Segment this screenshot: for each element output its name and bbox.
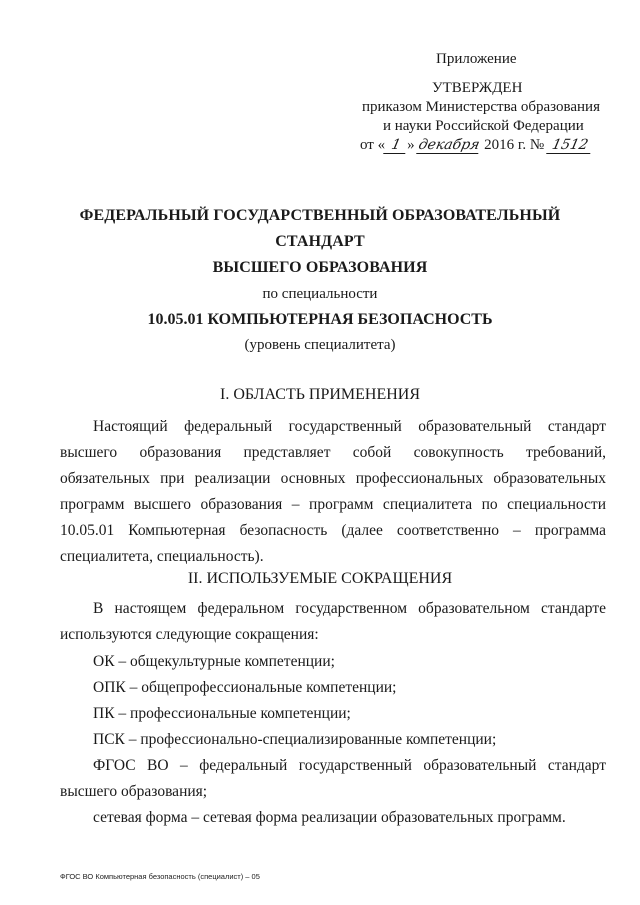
section-1-paragraph: Настоящий федеральный государственный образовательный стандарт высшего образования представляет собой совокупность требований, обязательных при реализации основных профессиональных образовательных программ высшего образования – программ специалитета по специальности 10.05.01 Компьютерная безопасность (далее соответственно – программа специалитета, специальность). [60, 418, 606, 565]
specialty-level: (уровень специалитета) [244, 337, 396, 353]
abbreviation-item: ФГОС ВО – федеральный государственный образовательный стандарт высшего образования; [60, 757, 606, 800]
order-line-2: и науки Российской Федерации [383, 118, 584, 134]
section-1-heading: I. ОБЛАСТЬ ПРИМЕНЕНИЯ [219, 386, 421, 403]
abbreviation-item: ОПК – общепрофессиональные компетенции; [93, 679, 397, 696]
approved-label: УТВЕРЖДЕН [432, 80, 523, 96]
date-day-handwritten: 1 [383, 137, 409, 154]
section-2-intro: В настоящем федеральном государственном образовательном стандарте используются следующие сокращения: [60, 600, 606, 643]
order-line-1: приказом Министерства образования [362, 99, 600, 115]
page-footer: ФГОС ВО Компьютерная безопасность (специалист) – 05 [60, 872, 260, 881]
date-year: 2016 г. № [480, 137, 545, 153]
abbreviation-item: ОК – общекультурные компетенции; [93, 653, 335, 670]
standard-title [40, 203, 600, 281]
specialty-intro: по специальности [262, 286, 378, 302]
date-prefix: от « [360, 137, 386, 153]
standard-title-line2: ВЫСШЕГО ОБРАЗОВАНИЯ [212, 259, 428, 276]
specialty-name: 10.05.01 КОМПЬЮТЕРНАЯ БЕЗОПАСНОСТЬ [147, 311, 493, 328]
order-date-line [360, 136, 620, 155]
approval-block [360, 50, 620, 155]
standard-title-line1: ФЕДЕРАЛЬНЫЙ ГОСУДАРСТВЕННЫЙ ОБРАЗОВАТЕЛЬНЫЙ СТАНДАРТ [79, 207, 561, 250]
abbreviation-item: ПК – профессиональные компетенции; [93, 705, 351, 722]
date-mid: » [407, 137, 415, 153]
section-2-heading: II. ИСПОЛЬЗУЕМЫЕ СОКРАЩЕНИЯ [187, 570, 453, 587]
order-number-handwritten: 1512 [546, 137, 594, 154]
abbreviation-item: ПСК – профессионально-специализированные компетенции; [93, 731, 497, 748]
abbreviation-item: сетевая форма – сетевая форма реализации образовательных программ. [93, 809, 566, 826]
date-month-handwritten: декабря [417, 137, 482, 153]
appendix-label: Приложение [436, 51, 517, 67]
